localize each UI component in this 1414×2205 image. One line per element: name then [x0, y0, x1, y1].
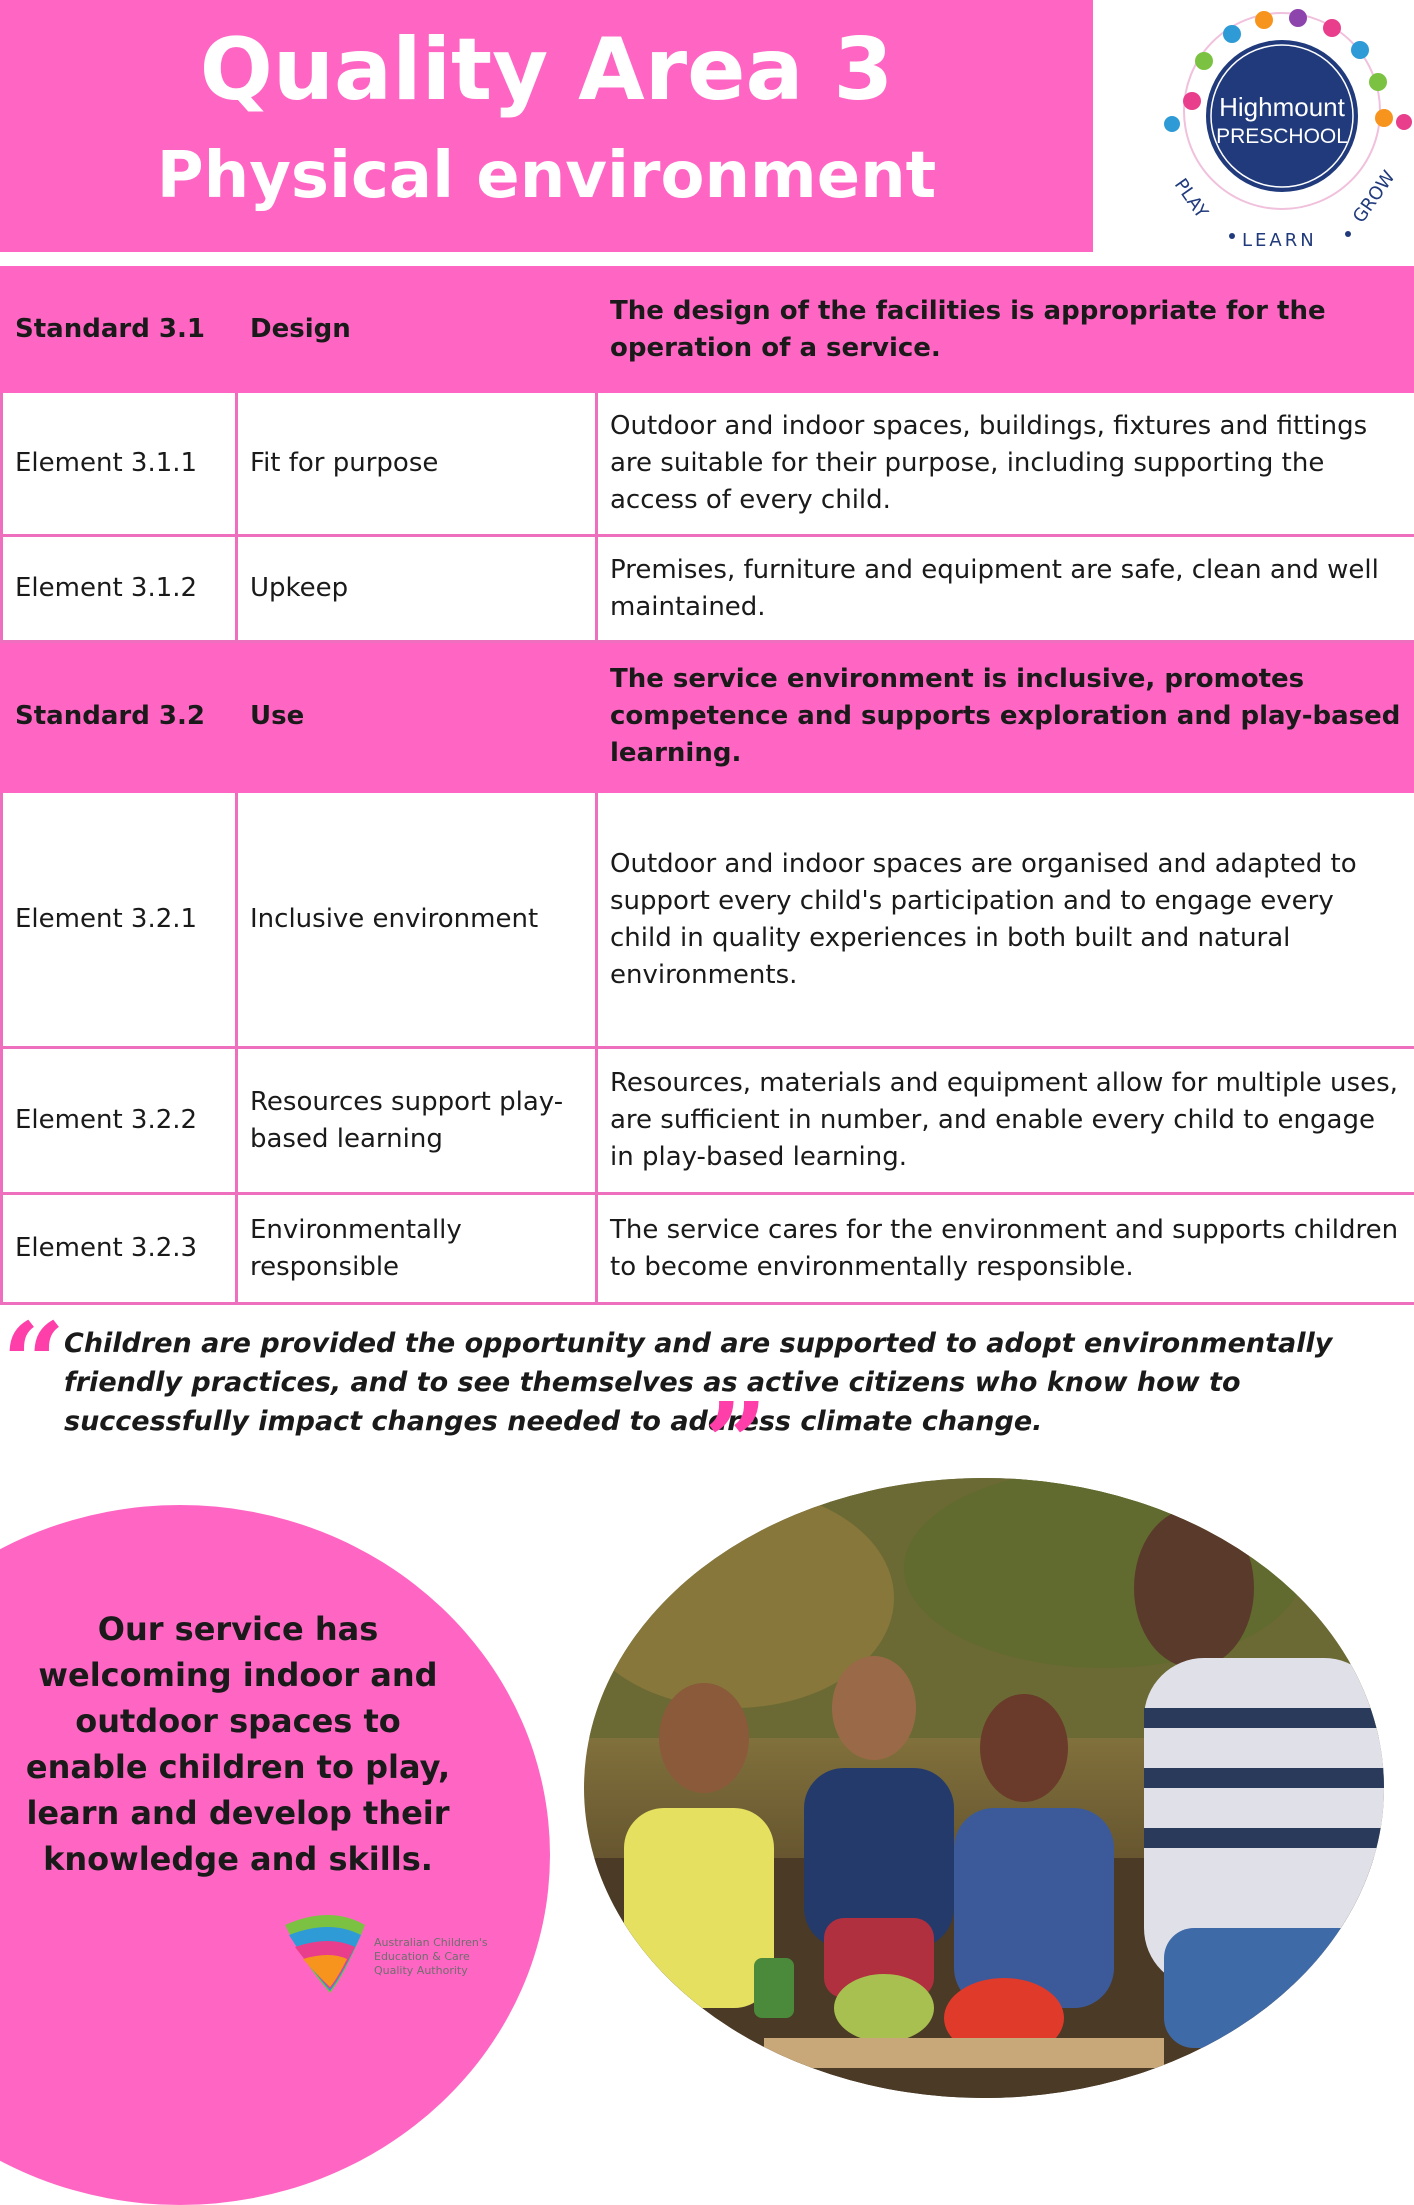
element-row: [2, 1194, 1414, 1304]
element-description: Resources, materials and equipment allow for multiple uses, are sufficient in number, and enable every child to engage in play-based learning.: [597, 1048, 1414, 1194]
element-row: [2, 792, 1414, 1048]
page-title: Quality Area 3: [0, 18, 1093, 122]
logo-arc-bottom: LEARN: [1242, 230, 1317, 251]
standard-row: [2, 642, 1414, 792]
element-name: Resources support play-based learning: [237, 1048, 597, 1194]
callout-text: Our service has welcoming indoor and outdoor spaces to enable children to play, learn and develop their knowledge and skills.: [18, 1606, 458, 1882]
element-code: Element 3.2.3: [2, 1194, 237, 1304]
element-code: Element 3.2.2: [2, 1048, 237, 1194]
element-row: [2, 1048, 1414, 1194]
standard-description: The design of the facilities is appropriate for the operation of a service.: [597, 268, 1414, 392]
standard-row: [2, 268, 1414, 392]
logo-arc-left: PLAY: [1170, 175, 1213, 223]
standard-name: Use: [237, 642, 597, 792]
close-quote-icon: ”: [704, 1388, 767, 1498]
acecqa-label: [374, 1936, 534, 1978]
element-code: Element 3.1.1: [2, 392, 237, 536]
element-code: Element 3.2.1: [2, 792, 237, 1048]
open-quote-icon: “: [2, 1308, 65, 1418]
standard-code: Standard 3.2: [2, 642, 237, 792]
element-code: Element 3.1.2: [2, 536, 237, 642]
element-row: [2, 392, 1414, 536]
header-banner: [0, 0, 1093, 252]
element-name: Fit for purpose: [237, 392, 597, 536]
standards-table: [0, 266, 1414, 1305]
photo-illustration: [584, 1478, 1384, 2098]
page-subtitle: Physical environment: [0, 136, 1093, 216]
logo-arc-right: GROW: [1349, 167, 1400, 227]
standard-description: The service environment is inclusive, promotes competence and supports exploration and play-based learning.: [597, 642, 1414, 792]
standard-code: Standard 3.1: [2, 268, 237, 392]
quote-text: Children are provided the opportunity and are supported to adopt environmentally friendly practices, and to see themselves as active citizens who know how to successfully impact changes needed to address climate change.: [64, 1324, 1364, 1441]
highmount-preschool-logo: [1152, 6, 1414, 256]
standard-name: Design: [237, 268, 597, 392]
children-gardening-photo: [584, 1478, 1384, 2098]
acecqa-line1: Australian Children's: [374, 1936, 534, 1950]
element-description: Outdoor and indoor spaces are organised and adapted to support every child's participation and to engage every child in quality experiences in both built and natural environments.: [597, 792, 1414, 1048]
logo-line2: PRESCHOOL: [1216, 125, 1348, 148]
acecqa-line2: Education & Care: [374, 1950, 534, 1964]
logo-line1: Highmount: [1219, 92, 1346, 122]
element-row: [2, 536, 1414, 642]
element-name: Inclusive environment: [237, 792, 597, 1048]
element-description: Premises, furniture and equipment are safe, clean and well maintained.: [597, 536, 1414, 642]
element-description: Outdoor and indoor spaces, buildings, fixtures and fittings are suitable for their purpose, including supporting the access of every child.: [597, 392, 1414, 536]
acecqa-line3: Quality Authority: [374, 1964, 534, 1978]
element-name: Upkeep: [237, 536, 597, 642]
element-name: Environmentally responsible: [237, 1194, 597, 1304]
element-description: The service cares for the environment and supports children to become environmentally responsible.: [597, 1194, 1414, 1304]
